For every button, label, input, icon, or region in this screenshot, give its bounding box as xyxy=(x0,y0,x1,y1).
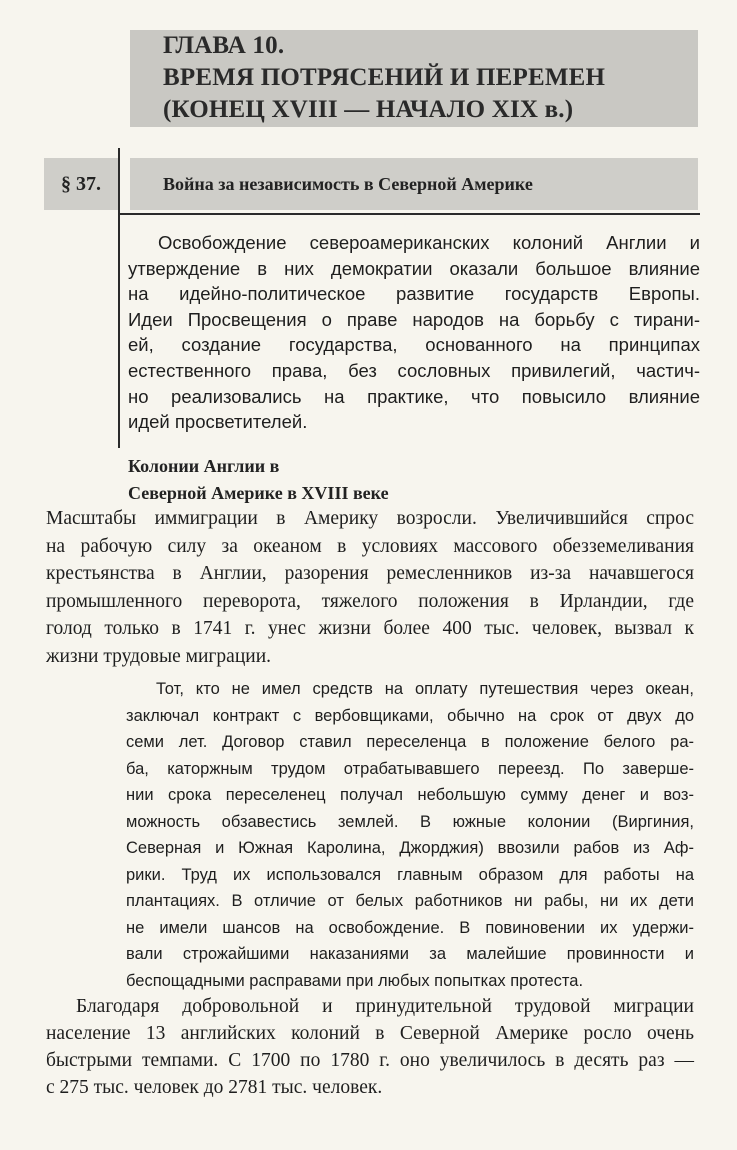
quote-line: можность обзавестись землей. В южные колонии (Виргиния, xyxy=(126,812,694,831)
final-line: быстрыми темпами. С 1700 по 1780 г. оно увеличилось в десять раз — xyxy=(46,1050,694,1071)
chapter-heading-line: ГЛАВА 10. xyxy=(163,32,285,59)
intro-line: Освобождение североамериканских колоний Англии и xyxy=(158,232,700,253)
section-number: § 37. xyxy=(61,172,101,195)
final-paragraph xyxy=(46,993,694,1101)
intro-line: на идейно-политическое развитие государств Европы. xyxy=(128,283,700,305)
final-line: население 13 английских колоний в Северной Америке росло очень xyxy=(46,1023,694,1044)
intro-line: ей, создание государства, основанного на принципах xyxy=(128,334,700,356)
quote-line: ба, каторжным трудом отрабатывавшего переезд. По заверше- xyxy=(126,759,694,778)
intro-line: идей просветителей. xyxy=(128,411,308,433)
quote-line: рики. Труд их использовался главным образом для работы на xyxy=(126,865,694,884)
quote-line: Северная и Южная Каролина, Джорджия) ввозили рабов из Аф- xyxy=(126,839,694,857)
horizontal-divider xyxy=(118,213,700,215)
body-line: на рабочую силу за океаном в условиях массового обезземеливания xyxy=(46,535,694,557)
quote-line: беспощадными расправами при любых попытках протеста. xyxy=(126,971,584,990)
quote-paragraph xyxy=(126,676,694,994)
body-line: голод только в 1741 г. унес жизни более 400 тыс. человек, вызвал к xyxy=(46,618,694,639)
intro-line: естественного права, без сословных привилегий, частич- xyxy=(128,359,700,381)
quote-line: нии срока переселенец получал небольшую сумму денег и воз- xyxy=(126,786,694,804)
quote-line: заключал контракт с вербовщиками, обычно на срок от двух до xyxy=(126,706,694,725)
final-line: с 275 тыс. человек до 2781 тыс. человек. xyxy=(46,1077,383,1098)
quote-line: семи лет. Договор ставил переселенца в положение белого ра- xyxy=(126,733,694,751)
intro-line: Идеи Просвещения о праве народов на борьбу с тирани- xyxy=(128,308,700,330)
section-title: Война за независимость в Северной Америке xyxy=(163,173,533,194)
subheading xyxy=(128,453,389,507)
chapter-heading-line: ВРЕМЯ ПОТРЯСЕНИЙ И ПЕРЕМЕН xyxy=(163,64,606,91)
subheading-line: Колонии Англии в xyxy=(128,456,280,476)
quote-line: плантациях. В отличие от белых работников ни рабы, ни их дети xyxy=(126,892,694,910)
body-paragraph xyxy=(46,505,694,670)
quote-line: не имели шансов на освобождение. В повиновении их удержи- xyxy=(126,918,694,937)
quote-line: Тот, кто не имел средств на оплату путешествия через океан, xyxy=(156,680,694,698)
body-line: Масштабы иммиграции в Америку возросли. Увеличившийся спрос xyxy=(46,508,694,529)
final-line: Благодаря добровольной и принудительной трудовой миграции xyxy=(76,996,694,1017)
chapter-heading xyxy=(163,30,693,126)
body-line: крестьянства в Англии, разорения ремесленников из-за начавшегося xyxy=(46,563,694,584)
intro-paragraph xyxy=(128,230,700,435)
intro-line: утверждение в них демократии оказали большое влияние xyxy=(128,257,700,279)
quote-line: вали строжайшими наказаниями за малейшие провинности и xyxy=(126,945,694,963)
body-line: жизни трудовые миграции. xyxy=(46,645,272,667)
chapter-heading-line: (КОНЕЦ XVIII — НАЧАЛО XIX в.) xyxy=(163,96,574,123)
body-line: промышленного переворота, тяжелого положения в Ирландии, где xyxy=(46,590,694,612)
intro-line: но реализовались на практике, что повысило влияние xyxy=(128,385,700,407)
subheading-line: Северной Америке в XVIII веке xyxy=(128,483,389,503)
vertical-divider xyxy=(118,148,120,448)
